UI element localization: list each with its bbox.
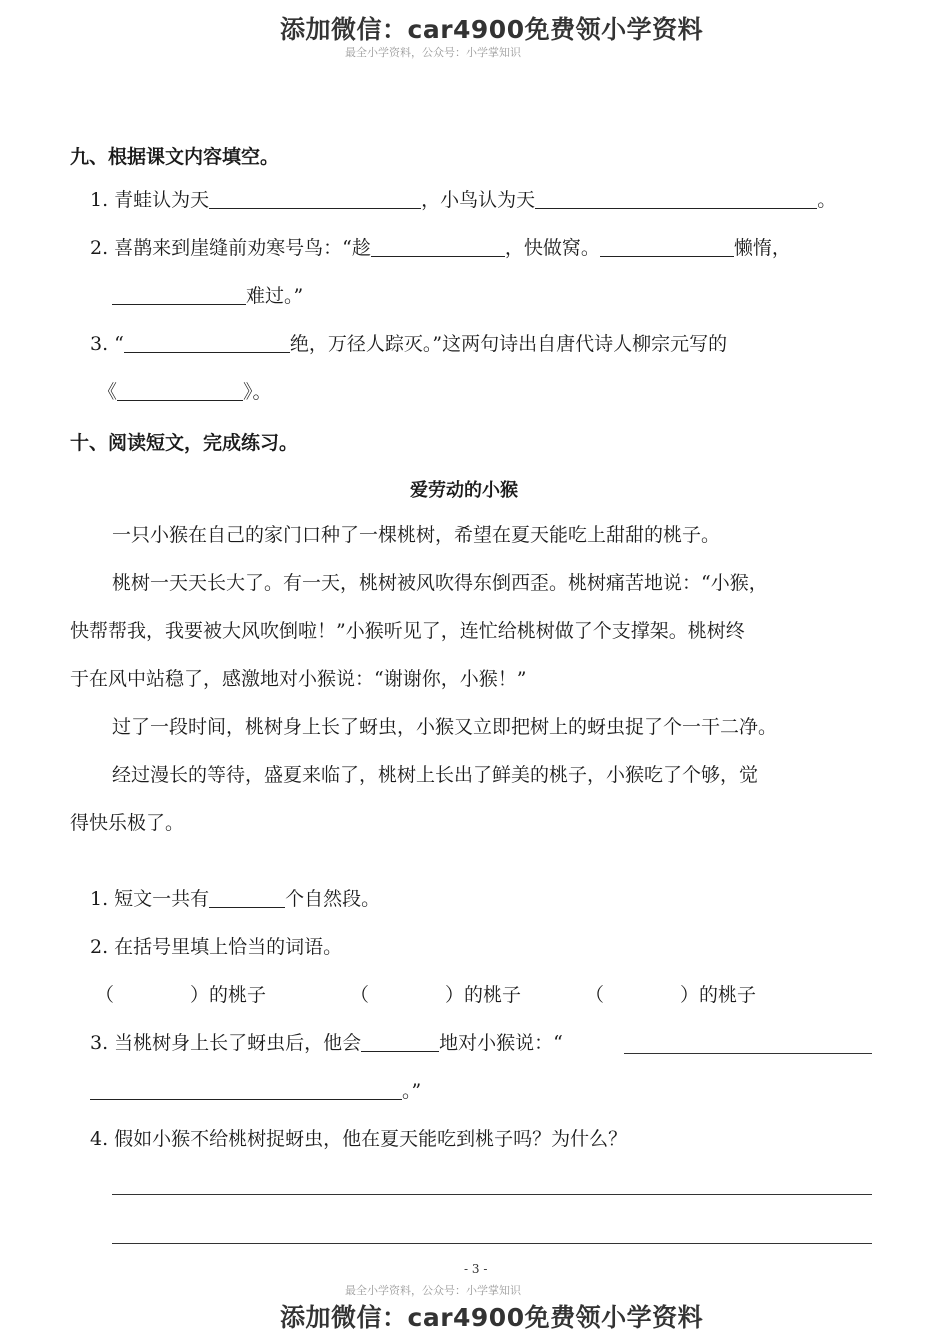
s9-q3-text-c: 《 [98, 381, 118, 403]
s10-q4-answer-line-2[interactable] [112, 1243, 872, 1244]
s9-q2-cont [112, 284, 303, 308]
passage-line-3: 快帮帮我，我要被大风吹倒啦！”小猴听见了，连忙给桃树做了个支撑架。桃树终 [70, 620, 745, 642]
s9-q2-text-d: 难过。” [246, 285, 304, 307]
s10-q2-blank-2[interactable]: （ ）的桃子 [350, 984, 522, 1006]
passage-title: 爱劳动的小猴 [410, 480, 518, 501]
s9-q3-text-a: 3. “ [90, 333, 124, 355]
s10-q1 [90, 887, 380, 911]
page-number: - 3 - [464, 1262, 488, 1276]
s9-q2-blank3[interactable] [112, 284, 246, 305]
s10-q3-text-c: 。” [402, 1080, 422, 1102]
passage-line-5: 过了一段时间，桃树身上长了蚜虫，小猴又立即把树上的蚜虫捉了个一干二净。 [112, 716, 778, 738]
s10-q3-cont [90, 1079, 421, 1103]
passage-line-7: 得快乐极了。 [70, 812, 185, 834]
s10-q3-text-a: 3. 当桃树身上长了蚜虫后，他会 [90, 1032, 362, 1054]
s10-q1-text-b: 个自然段。 [285, 888, 381, 910]
s9-q3-blank2[interactable] [117, 380, 243, 401]
s9-q3-text-b: 绝，万径人踪灭。”这两句诗出自唐代诗人柳宗元写的 [289, 333, 728, 355]
s9-q2-text-a: 2. 喜鹊来到崖缝前劝寒号鸟：“趁 [90, 237, 371, 259]
s9-q1-blank1[interactable] [209, 188, 421, 209]
s9-q1 [90, 188, 836, 212]
s9-q2 [90, 236, 791, 260]
s10-q4: 4. 假如小猴不给桃树捉蚜虫，他在夏天能吃到桃子吗？为什么？ [90, 1128, 628, 1150]
watermark-bottom-sub: 最全小学资料，公众号：小学掌知识 [345, 1284, 521, 1297]
s9-q3-cont [98, 380, 272, 404]
s10-q4-answer-line-1[interactable] [112, 1194, 872, 1195]
passage-line-6: 经过漫长的等待，盛夏来临了，桃树上长出了鲜美的桃子，小猴吃了个够，觉 [112, 764, 759, 786]
s10-q2-blank-1[interactable]: （ ）的桃子 [95, 984, 267, 1006]
section10-heading: 十、阅读短文，完成练习。 [70, 432, 299, 454]
s9-q1-text-c: 。 [817, 189, 837, 211]
watermark-bottom: 添加微信：car4900免费领小学资料 [280, 1303, 704, 1332]
s9-q1-blank2[interactable] [535, 188, 817, 209]
s10-q1-text-a: 1. 短文一共有 [90, 888, 210, 910]
s9-q2-text-b: ，快做窝。 [504, 237, 600, 259]
s10-q3-text-b: 地对小猴说：“ [439, 1032, 563, 1054]
s9-q3-text-d: 》。 [243, 381, 272, 403]
s10-q2-blank-3[interactable]: （ ）的桃子 [585, 984, 757, 1006]
s10-q3 [90, 1031, 563, 1055]
watermark-top: 添加微信：car4900免费领小学资料 [280, 15, 704, 44]
section9-heading: 九、根据课文内容填空。 [70, 146, 280, 168]
s10-q3-blank2[interactable] [90, 1079, 402, 1100]
s9-q1-text-b: ，小鸟认为天 [421, 189, 536, 211]
s10-q2: 2. 在括号里填上恰当的词语。 [90, 936, 343, 958]
s9-q2-blank1[interactable] [371, 236, 505, 257]
s10-q3-answer-line-1[interactable] [624, 1053, 872, 1054]
watermark-top-sub: 最全小学资料，公众号：小学掌知识 [345, 46, 521, 59]
s9-q1-text-a: 1. 青蛙认为天 [90, 189, 210, 211]
passage-line-4: 于在风中站稳了，感激地对小猴说：“谢谢你，小猴！” [70, 668, 527, 690]
s9-q2-blank2[interactable] [600, 236, 734, 257]
s10-q1-blank[interactable] [209, 887, 285, 908]
s9-q3-blank1[interactable] [124, 332, 290, 353]
s9-q3 [90, 332, 727, 356]
passage-line-2: 桃树一天天长大了。有一天，桃树被风吹得东倒西歪。桃树痛苦地说：“小猴， [112, 572, 768, 594]
s9-q2-text-c: 懒惰， [733, 237, 791, 259]
s10-q3-blank1[interactable] [361, 1031, 439, 1052]
passage-line-1: 一只小猴在自己的家门口种了一棵桃树，希望在夏天能吃上甜甜的桃子。 [112, 524, 721, 546]
